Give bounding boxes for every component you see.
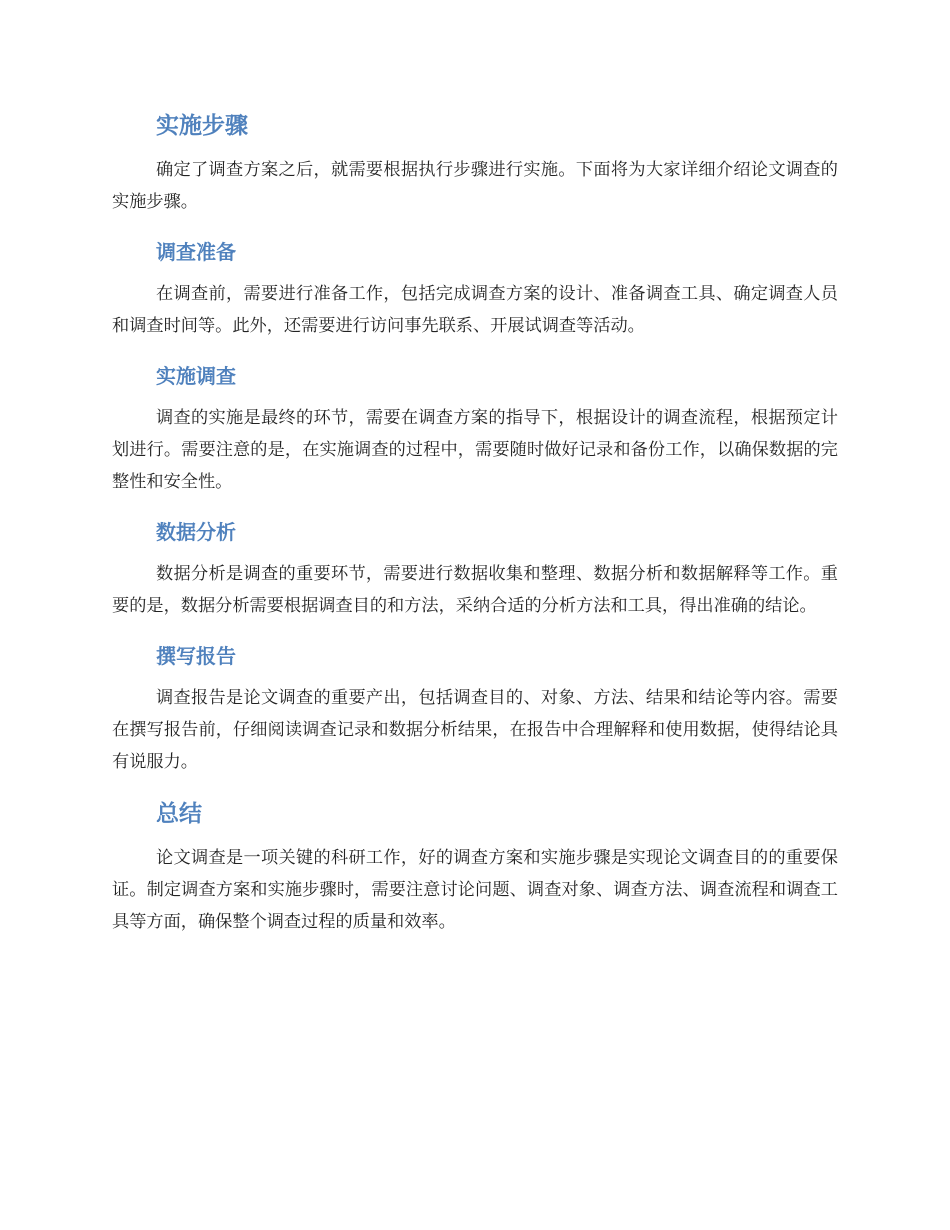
paragraph-write-report: 调查报告是论文调查的重要产出，包括调查目的、对象、方法、结果和结论等内容。需要在撰写报告前，仔细阅读调查记录和数据分析结果，在报告中合理解释和使用数据，使得结论具有说服力。 xyxy=(112,688,838,772)
heading-write-report: 撰写报告 xyxy=(156,644,236,668)
paragraph-survey-preparation: 在调查前，需要进行准备工作，包括完成调查方案的设计、准备调查工具、确定调查人员和调查时间等。此外，还需要进行访问事先联系、开展试调查等活动。 xyxy=(112,284,838,336)
paragraph-implementation-steps: 确定了调查方案之后，就需要根据执行步骤进行实施。下面将为大家详细介绍论文调查的实施步骤。 xyxy=(112,160,838,212)
heading-conduct-survey: 实施调查 xyxy=(156,364,236,388)
heading-summary: 总结 xyxy=(156,801,202,827)
heading-survey-preparation: 调查准备 xyxy=(156,240,236,264)
paragraph-summary: 论文调查是一项关键的科研工作，好的调查方案和实施步骤是实现论文调查目的的重要保证。制定调查方案和实施步骤时，需要注意讨论问题、调查对象、调查方法、调查流程和调查工具等方面，确保整个调查过程的质量和效率。 xyxy=(112,848,838,932)
paragraph-conduct-survey: 调查的实施是最终的环节，需要在调查方案的指导下，根据设计的调查流程，根据预定计划进行。需要注意的是，在实施调查的过程中，需要随时做好记录和备份工作，以确保数据的完整性和安全性。 xyxy=(112,408,838,492)
heading-implementation-steps: 实施步骤 xyxy=(156,113,248,139)
paragraph-data-analysis: 数据分析是调查的重要环节，需要进行数据收集和整理、数据分析和数据解释等工作。重要的是，数据分析需要根据调查目的和方法，采纳合适的分析方法和工具，得出准确的结论。 xyxy=(112,564,838,616)
heading-data-analysis: 数据分析 xyxy=(156,520,236,544)
